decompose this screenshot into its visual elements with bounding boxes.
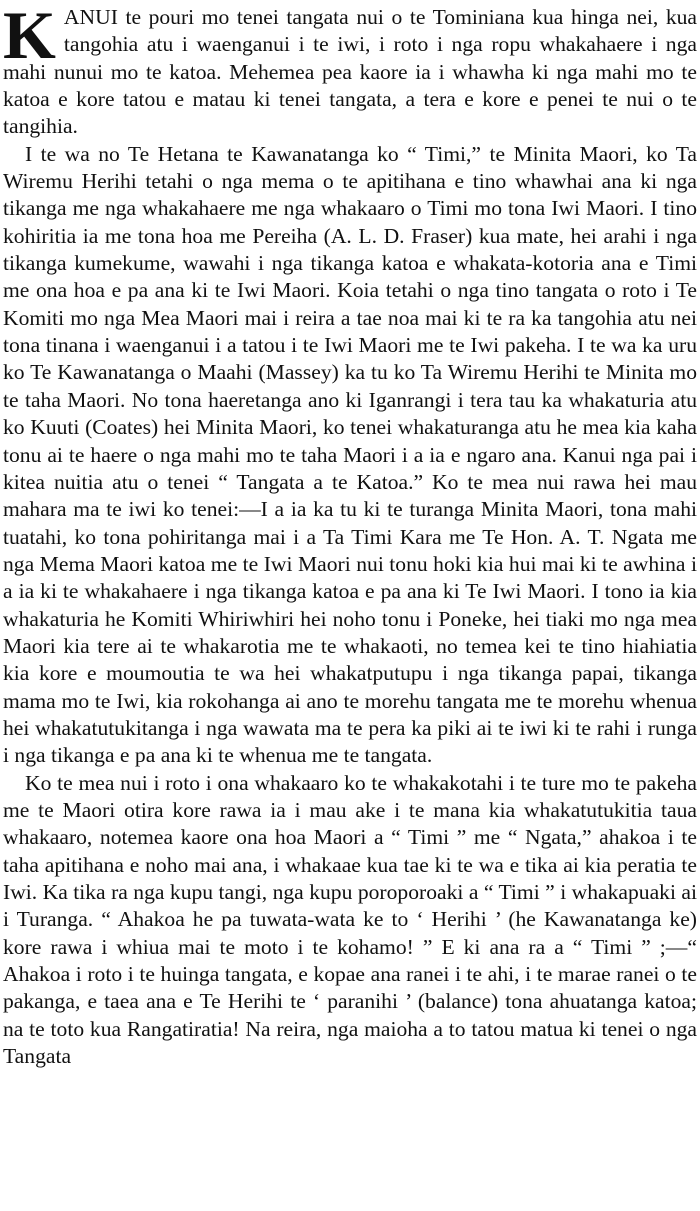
article-paragraph-2: I te wa no Te Hetana te Kawanatanga ko “ Timi,” te Minita Maori, ko Ta Wiremu Herihi tetahi o nga mema o te apitihana e tino whawhai ana ki nga tikanga me nga whakahaere me nga whakaaro o Timi mo tona Iwi Maori. I tino kohiritia ia me tona hoa me Pereiha (A. L. D. Fraser) kua mate, hei arahi i nga tikanga kumekume, wawahi i nga tikanga katoa e whakata-kotoria ana e Timi me ona hoa e pa ana ki te Iwi Maori. Koia tetahi o nga tino tangata o roto i Te Komiti mo nga Mea Maori mai i reira a tae noa mai ki te ra ka tangohia atu nei tona tinana i waenganui i a tatou i te Iwi Maori me te Iwi pakeha. I te wa ka uru ko Te Kawanatanga o Maahi (Massey) ka tu ko Ta Wiremu Herihi te Minita mo te taha Maori. No tona haeretanga ano ki Iganrangi i tera tau ka whakaturia atu ko Kuuti (Coates) hei Minita Maori, ko tenei whakaturanga atu he mea kia kaha tonu ai te haere o nga mahi mo te taha Maori i a ia e ngaro ana. Kanui nga pai i kitea nuitia atu o tenei “ Tangata a te Katoa.” Ko te mea nui rawa hei mau mahara ma te iwi ko tenei:—I a ia ka tu ki te turanga Minita Maori, tona mahi tuatahi, ko tona pohiritanga mai i a Ta Timi Kara me Te Hon. A. T. Ngata me nga Mema Maori katoa me te Iwi Maori nui tonu hoki kia hui mai ki te awhina i a ia ki te whakahaere i nga tikanga katoa e pa ana ki Te Iwi Maori. I tono ia kia whakaturia he Komiti Whiriwhiri hei noho tonu i Poneke, hei tiaki mo nga mea Maori kia tere ai te whakarotia me te whakaoti, no temea kei te tino hiahiatia kia kore e moumoutia te wa hei whakatputupu i nga tikanga papai, tikanga mama mo te Iwi, kia rokohanga ai ano te morehu tangata me te morehu whenua hei whakatutukitanga i nga wawata ma te pera ka piki ai te iwi ki te rahi i runga i nga tikanga e pa ana ki te whenua me te tangata.: [3, 141, 697, 768]
drop-cap-initial: K: [3, 0, 56, 73]
paragraph-1-text: ANUI te pouri mo tenei tangata nui o te Tominiana kua hinga nei, kua tangohia atu i waenganui i te iwi, i roto i nga ropu whakahaere i nga mahi nunui mo te katoa. Mehemea pea kaore ia i whawha ki nga mahi mo te katoa e kore tatou e matau ki tenei tangata, a tera e kore e penei te nui o te tangihia.: [3, 5, 697, 139]
article-paragraph-3: Ko te mea nui i roto i ona whakaaro ko te whakakotahi i te ture mo te pakeha me te Maori otira kore rawa ia i mau ake i te mana kia whakatutukitia taua whakaaro, notemea kaore ona hoa Maori a “ Timi ” me “ Ngata,” ahakoa i te taha apitihana e noho mai ana, i whakaae kua tae ki te wa e tika ai kia peratia te Iwi. Ka tika ra nga kupu tangi, nga kupu poroporoaki a “ Timi ” i whakapuaki ai i Turanga. “ Ahakoa he pa tuwata-wata ke to ‘ Herihi ’ (he Kawanatanga ke) kore rawa i whiua mai te moto i te kohamo! ” E ki ana ra a “ Timi ” ;—“ Ahakoa i roto i te huinga tangata, e kopae ana ranei i te ahi, i te marae ranei o te pakanga, e taea ana e Te Herihi te ‘ paranihi ’ (balance) tona ahuatanga katoa; na te toto kua Rangatiratia! Na reira, nga maioha a to tatou matua ki tenei o nga Tangata: [3, 770, 697, 1069]
article-page: [3, 0, 697, 1070]
article-paragraph-1: [3, 0, 697, 141]
